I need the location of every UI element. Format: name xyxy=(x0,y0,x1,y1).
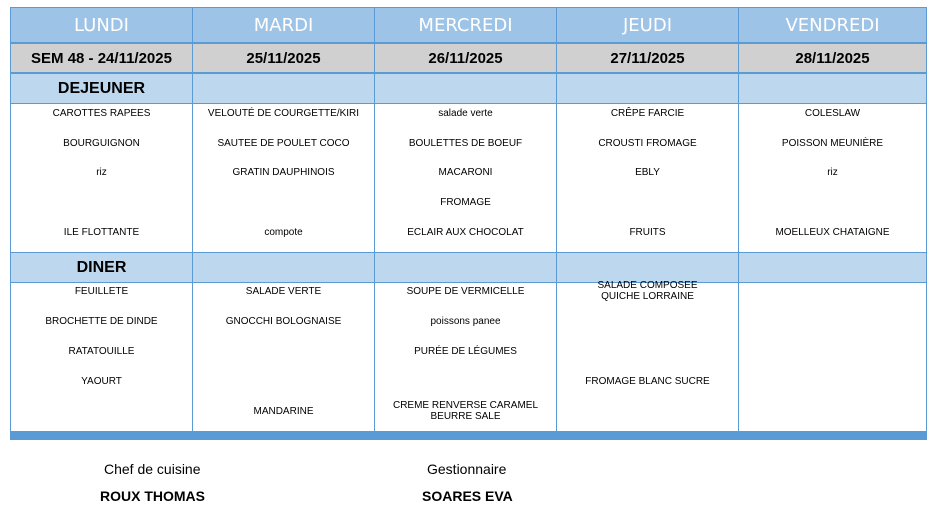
dinner-item: SOUPE DE VERMICELLE xyxy=(406,285,525,297)
lunch-item: FRUITS xyxy=(629,226,666,238)
lunch-item: GRATIN DAUPHINOIS xyxy=(232,166,335,178)
day-date: 27/11/2025 xyxy=(557,44,738,72)
day-header: LUNDI xyxy=(11,8,192,42)
lunch-item: EBLY xyxy=(635,166,660,178)
dinner-item: poissons panee xyxy=(430,315,501,327)
lunch-item: COLESLAW xyxy=(804,107,861,119)
lunch-cell xyxy=(739,104,926,252)
lunch-band xyxy=(739,74,926,103)
dinner-item: PURÉE DE LÉGUMES xyxy=(414,345,517,357)
menu-table xyxy=(10,7,927,440)
lunch-band xyxy=(193,74,374,103)
day-date: 26/11/2025 xyxy=(375,44,556,72)
dinner-band xyxy=(557,253,738,282)
manager-title: Gestionnaire xyxy=(427,461,507,477)
lunch-item: riz xyxy=(96,166,107,178)
lunch-item: FROMAGE xyxy=(440,196,491,208)
lunch-item: ILE FLOTTANTE xyxy=(63,226,140,238)
lunch-item: VELOUTÉ DE COURGETTE/KIRI xyxy=(207,107,360,119)
dinner-band xyxy=(375,253,556,282)
lunch-item: CAROTTES RAPEES xyxy=(52,107,151,119)
dinner-cell xyxy=(193,283,374,431)
lunch-cell xyxy=(557,104,738,252)
day-date: 28/11/2025 xyxy=(739,44,926,72)
lunch-item: riz xyxy=(827,166,838,178)
lunch-item: SAUTEE DE POULET COCO xyxy=(217,137,350,149)
dinner-item: SALADE COMPOSEE QUICHE LORRAINE xyxy=(597,280,698,302)
day-header: VENDREDI xyxy=(739,8,926,42)
lunch-item: compote xyxy=(264,226,303,238)
dinner-item: BROCHETTE DE DINDE xyxy=(45,315,158,327)
lunch-item: CROUSTI FROMAGE xyxy=(598,137,697,149)
day-date: SEM 48 - 24/11/2025 xyxy=(11,44,192,72)
lunch-item: ECLAIR AUX CHOCOLAT xyxy=(407,226,524,238)
dinner-band xyxy=(739,253,926,282)
dinner-item: MANDARINE xyxy=(253,405,314,417)
lunch-item: BOULETTES DE BOEUF xyxy=(408,137,523,149)
lunch-band xyxy=(557,74,738,103)
dinner-item: CREME RENVERSE CARAMEL BEURRE SALE xyxy=(392,400,539,422)
day-header: MARDI xyxy=(193,8,374,42)
dinner-item: SALADE VERTE xyxy=(245,285,322,297)
lunch-item: POISSON MEUNIÈRE xyxy=(781,137,884,149)
section-dinner-label: DINER xyxy=(11,253,192,282)
lunch-item: MACARONI xyxy=(438,166,493,178)
chef-title: Chef de cuisine xyxy=(104,461,201,477)
lunch-item: BOURGUIGNON xyxy=(63,137,140,149)
dinner-item: FEUILLETE xyxy=(74,285,129,297)
lunch-cell xyxy=(11,104,192,252)
dinner-item: RATATOUILLE xyxy=(68,345,135,357)
day-header: JEUDI xyxy=(557,8,738,42)
dinner-cell xyxy=(375,283,556,431)
lunch-cell xyxy=(375,104,556,252)
manager-name: SOARES EVA xyxy=(422,488,513,504)
lunch-item: salade verte xyxy=(438,107,493,119)
dinner-item: GNOCCHI BOLOGNAISE xyxy=(225,315,342,327)
dinner-cell xyxy=(11,283,192,431)
dinner-cell xyxy=(739,283,926,431)
section-lunch-label: DEJEUNER xyxy=(11,74,192,103)
lunch-item: CRÊPE FARCIE xyxy=(610,107,685,119)
chef-name: ROUX THOMAS xyxy=(100,488,205,504)
day-date: 25/11/2025 xyxy=(193,44,374,72)
lunch-band xyxy=(375,74,556,103)
lunch-cell xyxy=(193,104,374,252)
dinner-cell xyxy=(557,280,738,431)
lunch-item: MOELLEUX CHATAIGNE xyxy=(775,226,890,238)
dinner-item: YAOURT xyxy=(81,375,122,387)
dinner-item: FROMAGE BLANC SUCRE xyxy=(585,375,710,387)
dinner-band xyxy=(193,253,374,282)
day-header: MERCREDI xyxy=(375,8,556,42)
